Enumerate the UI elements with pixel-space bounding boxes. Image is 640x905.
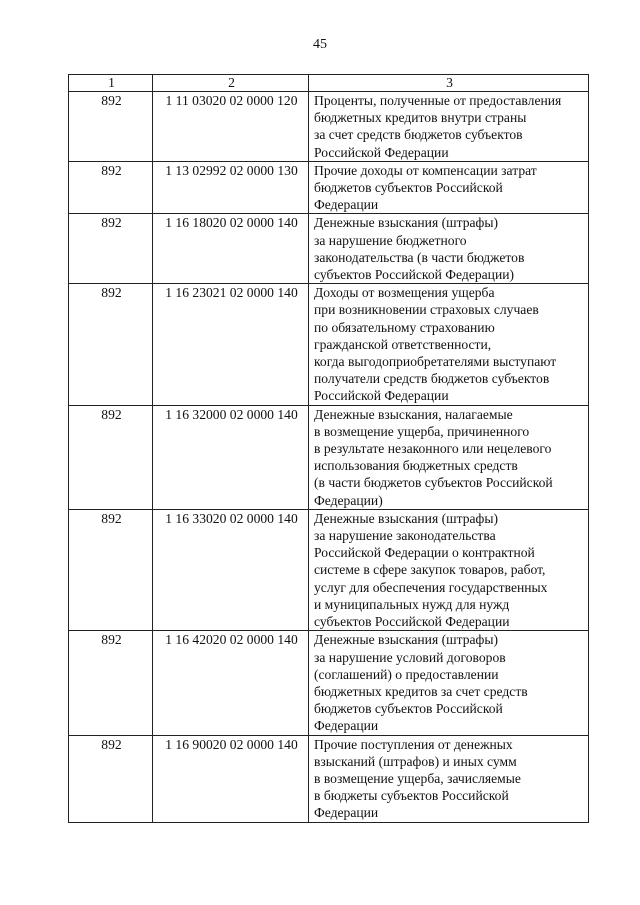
description-line: субъектов Российской Федерации) [314,267,515,283]
description-line: Проценты, полученные от предоставления [314,93,562,108]
description-line: законодательства (в части бюджетов [314,249,525,265]
administrator-code-cell: 892 [69,509,153,630]
description-line: Денежные взыскания, налагаемые [314,406,513,422]
description-line: в бюджеты субъектов Российской [314,788,509,804]
revenue-description-cell [309,214,589,284]
description-line: взысканий (штрафов) и иных сумм [314,753,517,769]
revenue-description-cell [309,509,589,630]
description-line: Российской Федерации [314,388,449,404]
administrator-code-cell: 892 [69,92,153,162]
description-line: Прочие поступления от денежных [314,736,513,752]
description-line: (в части бюджетов субъектов Российской [314,475,553,491]
description-line: Денежные взыскания (штрафы) [314,215,499,231]
table-row [69,735,589,822]
description-line: Денежные взыскания (штрафы) [314,510,499,526]
description-line: бюджетов субъектов Российской [314,701,503,717]
description-line: в возмещение ущерба, причиненного [314,423,530,439]
description-line: бюджетных кредитов за счет средств [314,683,528,699]
description-line: гражданской ответственности, [314,336,492,352]
budget-classification-code-cell: 1 11 03020 02 0000 120 [153,92,309,162]
description-line: Федерации [314,197,379,213]
description-line: бюджетных кредитов внутри страны [314,110,527,126]
budget-classification-code-cell: 1 13 02992 02 0000 130 [153,161,309,214]
description-line: за нарушение условий договоров [314,649,506,665]
description-line: когда выгодоприобретателями выступают [314,354,557,370]
revenue-description-cell [309,405,589,509]
description-line: Доходы от возмещения ущерба [314,285,495,301]
table-row [69,284,589,405]
description-line: за нарушение законодательства [314,528,496,544]
description-line: Федерации [314,718,379,734]
description-line: за счет средств бюджетов субъектов [314,127,523,143]
description-line: бюджетов субъектов Российской [314,180,503,196]
column-header-1: 1 [69,75,153,92]
page-number: 45 [313,37,327,52]
budget-classification-code-cell: 1 16 23021 02 0000 140 [153,284,309,405]
table-row [69,92,589,162]
description-line: Российской Федерации [314,144,449,160]
description-line: субъектов Российской Федерации [314,614,510,630]
budget-classification-code-cell: 1 16 32000 02 0000 140 [153,405,309,509]
revenue-description-cell [309,631,589,735]
table-row [69,161,589,214]
revenue-codes-table [68,74,589,823]
budget-classification-code-cell: 1 16 18020 02 0000 140 [153,214,309,284]
revenue-description-cell [309,735,589,822]
description-line: Российской Федерации о контрактной [314,545,535,561]
administrator-code-cell: 892 [69,284,153,405]
description-line: (соглашений) о предоставлении [314,666,499,682]
table-row [69,631,589,735]
description-line: Федерации [314,805,379,821]
table-header-row [69,75,589,92]
description-line: в возмещение ущерба, зачисляемые [314,770,521,786]
description-line: Денежные взыскания (штрафы) [314,632,499,648]
administrator-code-cell: 892 [69,161,153,214]
budget-classification-code-cell: 1 16 42020 02 0000 140 [153,631,309,735]
budget-classification-code-cell: 1 16 90020 02 0000 140 [153,735,309,822]
description-line: Прочие доходы от компенсации затрат [314,162,537,178]
table-row [69,214,589,284]
revenue-description-cell [309,284,589,405]
administrator-code-cell: 892 [69,631,153,735]
description-line: услуг для обеспечения государственных [314,579,548,595]
description-line: получатели средств бюджетов субъектов [314,371,550,387]
description-line: использования бюджетных средств [314,458,518,474]
administrator-code-cell: 892 [69,735,153,822]
revenue-description-cell [309,161,589,214]
description-line: при возникновении страховых случаев [314,302,539,318]
description-line: по обязательному страхованию [314,319,495,335]
table-row [69,509,589,630]
description-line: и муниципальных нужд для нужд [314,596,510,612]
budget-classification-code-cell: 1 16 33020 02 0000 140 [153,509,309,630]
administrator-code-cell: 892 [69,405,153,509]
revenue-description-cell [309,92,589,162]
column-header-3: 3 [309,75,589,92]
table-row [69,405,589,509]
administrator-code-cell: 892 [69,214,153,284]
description-line: системе в сфере закупок товаров, работ, [314,562,546,578]
column-header-2: 2 [153,75,309,92]
description-line: в результате незаконного или нецелевого [314,441,552,457]
description-line: Федерации) [314,492,383,508]
table-body [69,92,589,823]
description-line: за нарушение бюджетного [314,232,467,248]
